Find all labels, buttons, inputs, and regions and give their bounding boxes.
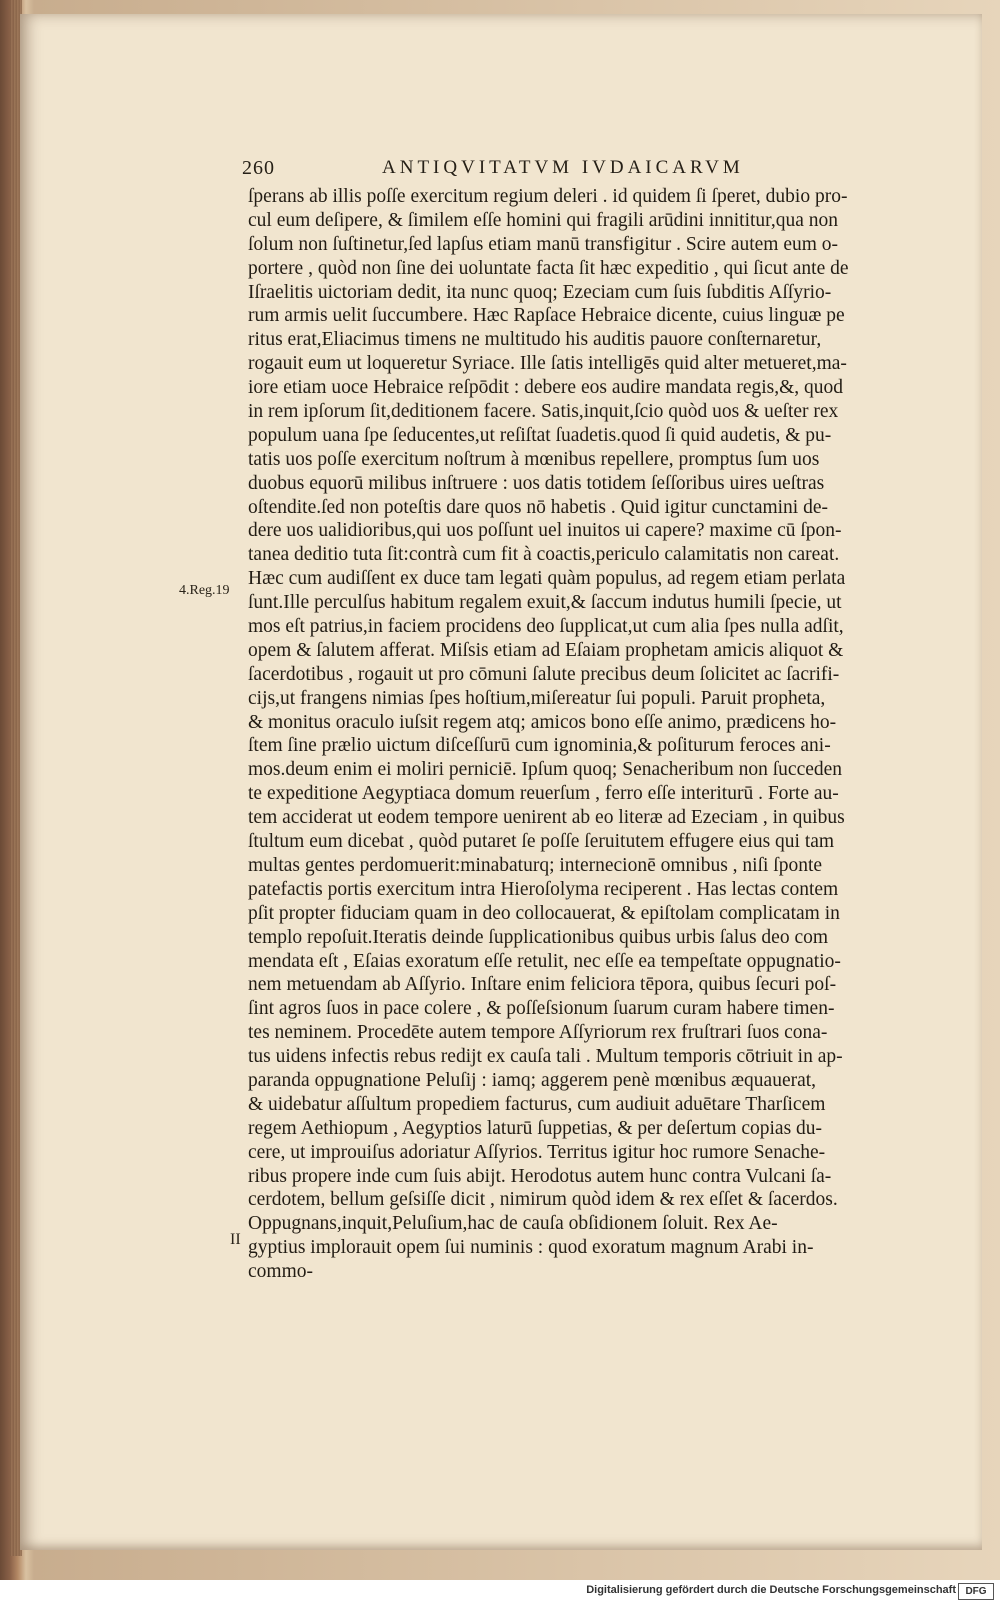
text-line: cijs,ut frangens nimias ſpes hoſtium,miſereatur ſui populi. Paruit propheta, — [248, 687, 826, 709]
margin-note-number: II — [230, 1231, 241, 1248]
text-line: cere, ut improuiſus adoriatur Aſſyrios. Territus igitur hoc rumore Senache- — [248, 1141, 826, 1163]
text-line: mos eſt patrius,in faciem procidens deo ſupplicat,ut cum alia ſpes nulla adſit, — [248, 616, 844, 638]
text-line: rogauit eum ut loqueretur Syriace. Ille ſatis intelligēs quid alter metueret,ma- — [248, 353, 847, 375]
dfg-logo: DFG — [958, 1583, 994, 1600]
text-line: Oppugnans,inquit,Peluſium,hac de cauſa obſidionem ſoluit. Rex Ae- — [248, 1213, 778, 1235]
text-line: rum armis uelit ſuccumbere. Hæc Rapſace Hebraice dicente, cuius linguæ pe — [248, 305, 845, 327]
text-line: ſunt.Ille perculſus habitum regalem exuit,& ſaccum indutus humili ſpecie, ut — [248, 592, 842, 614]
text-line: pſit propter fiduciam quam in deo collocauerat, & epiſtolam complicatam in — [248, 902, 840, 924]
text-line: populum uana ſpe ſeducentes,ut reſiſtat ſuadetis.quod ſi quid audetis, & pu- — [248, 424, 832, 446]
text-line: mendata eſt , Eſaias exoratum eſſe retulit, nec eſſe ea tempeſtate oppugnatio- — [248, 950, 841, 972]
text-line: tatis uos poſſe exercitum noſtrum à mœnibus repellere, promptus ſum uos — [248, 448, 820, 470]
text-line: opem & ſalutem afferat. Miſsis etiam ad Eſaiam prophetam amicis aliquot & — [248, 639, 844, 661]
text-line: iore etiam uoce Hebraice reſpōdit : debere eos audire mandata regis,&, quod — [248, 377, 844, 399]
text-line: portere , quòd non ſine dei uoluntate facta ſit hæc expeditio , qui ſicut ante de — [248, 257, 849, 279]
text-line: tes neminem. Procedēte autem tempore Aſſyriorum rex fruſtrari ſuos cona- — [248, 1022, 828, 1044]
margin-note-reference: 4.Reg.19 — [179, 583, 230, 598]
text-line: ſolum non ſuſtinetur,ſed lapſus etiam manū transfigitur . Scire autem eum o- — [248, 233, 839, 255]
text-line: gyptius implorauit opem ſui numinis : quod exoratum magnum Arabi in- — [248, 1237, 814, 1259]
text-line: regem Aethiopum , Aegyptios laturū ſuppetias, & per deſertum copias du- — [248, 1117, 823, 1139]
text-line: & uidebatur aſſultum propediem facturus, cum audiuit aduētare Tharſicem — [248, 1093, 826, 1115]
running-title: ANTIQVITATVM IVDAICARVM — [382, 157, 744, 178]
text-line: ſperans ab illis poſſe exercitum regium deleri . id quidem ſi ſperet, dubio pro- — [248, 186, 848, 207]
text-line: Iſraelitis uictoriam dedit, ita nunc quoq; Ezeciam cum ſuis ſubditis Aſſyrio- — [248, 281, 832, 303]
text-line: templo repoſuit.Iteratis deinde ſupplicationibus quibus urbis ſalus deo com — [248, 926, 829, 948]
text-line: tanea deditio tuta ſit:contrà cum fit à coactis,periculo calamitatis non careat. — [248, 544, 840, 566]
text-line: ſtem ſine prælio uictum diſceſſurū cum ignominia,& poſiturum feroces ani- — [248, 735, 831, 757]
text-line: cerdotem, bellum geſsiſſe dicit , nimirum quòd idem & rex eſſet & ſacerdos. — [248, 1189, 838, 1211]
funding-credit: Digitalisierung gefördert durch die Deutsche Forschungsgemeinschaft — [586, 1584, 956, 1596]
text-line: Hæc cum audiſſent ex duce tam legati quàm populus, ad regem etiam perlata — [248, 568, 846, 590]
text-line: ribus propere inde cum ſuis abijt. Herodotus autem hunc contra Vulcani ſa- — [248, 1165, 832, 1187]
text-line: ſint agros ſuos in pace colere , & poſſeſsionum ſuarum curam habere timen- — [248, 998, 835, 1020]
footer-bar — [0, 1580, 1000, 1603]
page-number: 260 — [242, 157, 275, 179]
text-line: tem acciderat ut eodem tempore uenirent ab eo literæ ad Ezeciam , in quibus — [248, 807, 845, 829]
body-text — [248, 185, 923, 1284]
text-line: ſacerdotibus , rogauit ut pro cōmuni ſalute precibus deum ſolicitet ac ſacrifi- — [248, 663, 840, 685]
text-line: cul eum deſipere, & ſimilem eſſe homini qui fragili arūdini innititur,qua non — [248, 209, 839, 231]
text-line: ritus erat,Eliacimus timens ne multitudo his auditis pauore conſternaretur, — [248, 329, 822, 351]
text-line: & monitus oraculo iuſsit regem atq; amicos bono eſſe animo, prædicens ho- — [248, 711, 837, 733]
text-line: patefactis portis exercitum intra Hieroſolyma reciperent . Has lectas contem — [248, 878, 839, 900]
text-line: nem metuendam ab Aſſyrio. Inſtare enim feliciora tēpora, quibus ſecuri poſ- — [248, 974, 837, 996]
text-line: paranda oppugnatione Peluſij : iamq; aggerem penè mœnibus æquauerat, — [248, 1069, 817, 1091]
text-line: ſtultum eum dicebat , quòd putaret ſe poſſe ſeruitutem effugere eius qui tam — [248, 831, 835, 853]
text-line: mos.deum enim ei moliri perniciē. Ipſum quoq; Senacheribum non ſucceden — [248, 759, 843, 781]
page-header — [242, 157, 932, 187]
text-line: dere uos ualidioribus,qui uos poſſunt uel inuitos ui capere? maxime cū ſpon- — [248, 520, 842, 542]
text-line: te expeditione Aegyptiaca domum reuerſum , ferro eſſe interiturū . Forte au- — [248, 783, 839, 805]
text-line: commo- — [248, 1261, 313, 1283]
text-line: duobus equorū milibus inſtruere : uos datis totidem ſeſſoribus uires ueſtras — [248, 472, 825, 494]
text-line: in rem ipſorum ſit,deditionem facere. Satis,inquit,ſcio quòd uos & ueſter rex — [248, 401, 839, 423]
text-line: multas gentes perdomuerit:minabaturq; internecionē omnibus , niſi ſponte — [248, 854, 823, 876]
text-line: tus uidens infectis rebus redijt ex cauſa tali . Multum temporis cōtriuit in ap- — [248, 1046, 843, 1068]
text-line: oſtendite.ſed non poteſtis dare quos nō habetis . Quid igitur cunctamini de- — [248, 496, 829, 518]
